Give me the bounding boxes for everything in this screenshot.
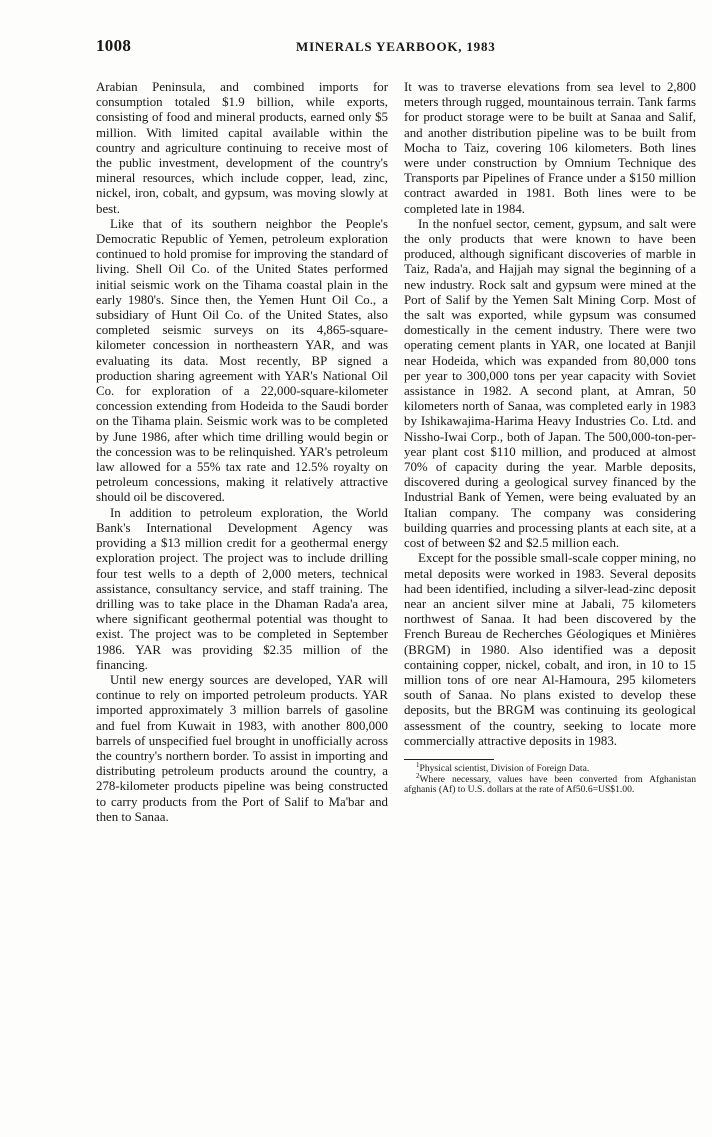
footnote — [404, 771, 696, 796]
paragraph: Arabian Peninsula, and combined imports for consumption totaled $1.9 billion, while exports, consisting of food and mineral products, earned only $5 million. With limited capital available within the country and agriculture continuing to receive most of the public investment, development of the country's mineral resources, which include copper, lead, zinc, nickel, iron, cobalt, and gypsum, was moving slowly at best. — [96, 80, 388, 216]
footnote-mark: 1 — [416, 760, 420, 769]
paragraph: In addition to petroleum exploration, the World Bank's International Development Agency was providing a $13 million credit for a geothermal energy exploration project. The project was to include drilling four test wells to a depth of 2,000 meters, technical assistance, consultancy service, and staff training. The drilling was to take place in the Dhaman Rada'a area, where significant geothermal potential was thought to exist. The project was to be completed in September 1986. YAR was providing $2.35 million of the financing. — [96, 505, 388, 672]
footnote-text: Physical scientist, Division of Foreign Data. — [419, 762, 590, 774]
footnote-mark: 2 — [416, 771, 420, 780]
page-number: 1008 — [96, 36, 132, 55]
paragraph: In the nonfuel sector, cement, gypsum, and salt were the only products that were known to have been produced, although significant discoveries of marble in Taiz, Rada'a, and Hajjah may signal the beginning of a new industry. Rock salt and gypsum were mined at the Port of Salif by the Yemen Salt Mining Corp. Most of the salt was exported, while gypsum was consumed domestically in the cement industry. There were two operating cement plants in YAR, one located at Banjil near Hodeida, which was expanded from 80,000 tons per year to 300,000 tons per year capacity with Soviet assistance in 1982. A second plant, at Amran, 50 kilometers north of Sanaa, was completed early in 1983 by Ishikawajima-Harima Heavy Industries Co. Ltd. and Nissho-Iwai Corp., both of Japan. The 500,000-ton-per-year plant cost $110 million, and produced at almost 70% of capacity during the year. Marble deposits, discovered during a geological survey financed by the Industrial Bank of Yemen, were being evaluated by an Italian company. The company was considering building quarries and processing plants at each site, at a cost of between $2 and $2.5 million each. — [404, 216, 696, 551]
footnotes — [404, 760, 696, 796]
left-column — [96, 80, 388, 825]
page-header — [96, 36, 700, 62]
running-head: MINERALS YEARBOOK, 1983 — [296, 39, 496, 54]
paragraph: Like that of its southern neighbor the People's Democratic Republic of Yemen, petroleum exploration continued to hold promise for improving the standard of living. Shell Oil Co. of the United States performed initial seismic work on the Tihama coastal plain in the early 1980's. Since then, the Yemen Hunt Oil Co., a subsidiary of Hunt Oil Co. of the United States, also completed seismic surveys on its 4,865-square-kilometer concession in northeastern YAR, and was evaluating its data. Most recently, BP signed a production sharing agreement with YAR's National Oil Co. for exploration of a 22,000-square-kilometer concession extending from Hodeida to the Saudi border on the Tihama plain. Seismic work was to be completed by June 1986, after which time drilling would begin or the concession was to be relinquished. YAR's petroleum law allowed for a 55% tax rate and 12.5% royalty on petroleum concessions, making it relatively attractive should oil be discovered. — [96, 216, 388, 505]
footnote-text: Where necessary, values have been converted from Afghanistan afghanis (Af) to U.S. dollars at the rate of Af50.6=US$1.00. — [404, 773, 696, 796]
paragraph: Until new energy sources are developed, YAR will continue to rely on imported petroleum products. YAR imported approximately 3 million barrels of gasoline and fuel from Kuwait in 1983, with another 800,000 barrels of unspecified fuel brought in unofficially across the country's northern border. To assist in importing and distributing petroleum products around the country, a 278-kilometer products pipeline was being constructed to carry products from the Port of Salif to Ma'bar and then to Sanaa. — [96, 672, 388, 824]
paragraph: It was to traverse elevations from sea level to 2,800 meters through rugged, mountainous terrain. Tank farms for product storage were to be built at Sanaa and Salif, and another distribution pipeline was to be built from Mocha to Taiz, covering 106 kilometers. Both lines were under construction by Omnium Technique des Transports par Pipelines of France under a $150 million contract awarded in 1981. Both lines were to be completed late in 1984. — [404, 80, 696, 216]
right-column — [404, 80, 696, 796]
paragraph: Except for the possible small-scale copper mining, no metal deposits were worked in 1983. Several deposits had been identified, including a silver-lead-zinc deposit near an ancient silver mine at Jabali, 75 kilometers northwest of Sanaa. It had been discovered by the French Bureau de Recherches Géologiques et Minières (BRGM) in 1980. Also identified was a deposit containing copper, nickel, cobalt, and iron, in 10 to 15 million tons of ore near Al-Hamoura, 295 kilometers south of Sanaa. No plans existed to develop these deposits, but the BRGM was continuing its geological assessment of the country, seeking to locate more commercially attractive deposits in 1983. — [404, 551, 696, 748]
